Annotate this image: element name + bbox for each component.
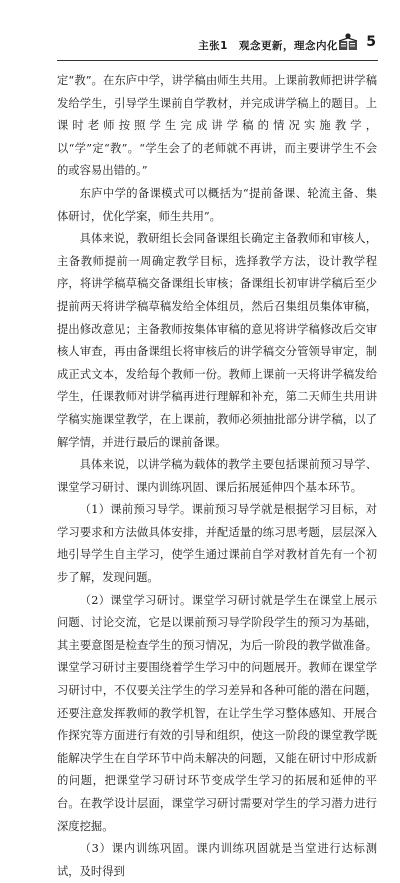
chapter-title: 主张1 观念更新，理念内化 <box>198 40 338 52</box>
paragraph-preview-study: （1）课前预习导学。课前预习导学就是根据学习目标，对学习要求和方法做具体安排，并配适量的练习思考题，层层深入地引导学生自主学习，使学生通过课前自学对教材首先有一个初步了解，发现问题。 <box>57 503 377 585</box>
body-text <box>57 70 377 883</box>
paragraph: 东庐中学的备课模式可以概括为“提前备课、轮流主备、集体研讨，优化学案，师生共用”。 <box>57 186 377 223</box>
paragraph-classroom-discussion: （2）课堂学习研讨。课堂学习研讨就是学生在课堂上展示问题、讨论交流，它是以课前预习导学阶段学生的预习为基础，其主要意图是检查学生的预习情况，为后一阶段的教学做准备。课堂学习研讨主要围绕着学生学习中的问题展开。教师在课堂学习研讨中，不仅要关注学生的学习差异和各种可能的潜在问题，还要注意发挥教师的教学机智，在让学生学习整体感知、开展合作探究等方面进行有效的引导和组织，使这一阶段的课堂教学既能解决学生在自学环节中尚未解决的问题，又能在研讨中形成新的问题，把课堂学习研讨环节变成学生学习的拓展和延伸的平台。在教学设计层面，课堂学习研讨需要对学生的学习潜力进行深度挖掘。 <box>57 593 377 833</box>
page-number: 5 <box>366 34 376 50</box>
paragraph-continued: 定“教”。在东庐中学，讲学稿由师生共用。上课前教师把讲学稿发给学生，引导学生课前自学教材，并完成讲学稿上的题目。上课时老师按照学生完成讲学稿的情况实施教学，以“学”定“教”。“学生会了的老师就不再讲，而主要讲学生不会的或容易出错的。” <box>57 74 377 178</box>
paragraph-practice-consolidation: （3）课内训练巩固。课内训练巩固就是当堂进行达标测试，及时得到 <box>57 842 377 878</box>
running-head <box>0 0 400 64</box>
header-rule <box>57 60 378 61</box>
paragraph: 具体来说，以讲学稿为载体的教学主要包括课前预习导学、课堂学习研讨、课内训练巩固、课后拓展延伸四个基本环节。 <box>57 458 377 494</box>
book-person-icon <box>338 32 358 52</box>
paragraph: 具体来说，教研组长会同备课组长确定主备教师和审核人，主备教师提前一周确定教学目标，选择教学方法，设计教学程序，将讲学稿草稿交备课组长审核；备课组长初审讲学稿后至少提前两天将讲学稿草稿发给全体组员，然后召集组员集体审稿，提出修改意见；主备教师按集体审稿的意见将讲学稿修改后交审核人审查，再由备课组长将审核后的讲学稿交分管领导审定，制成正式文本，发给每个教师一份。教师上课前一天将讲学稿发给学生，任课教师对讲学稿再进行理解和补充，第二天师生共用讲学稿实施课堂教学，在上课前，教师必须抽批部分讲学稿，以了解学情，并进行最后的课前备课。 <box>57 232 377 449</box>
